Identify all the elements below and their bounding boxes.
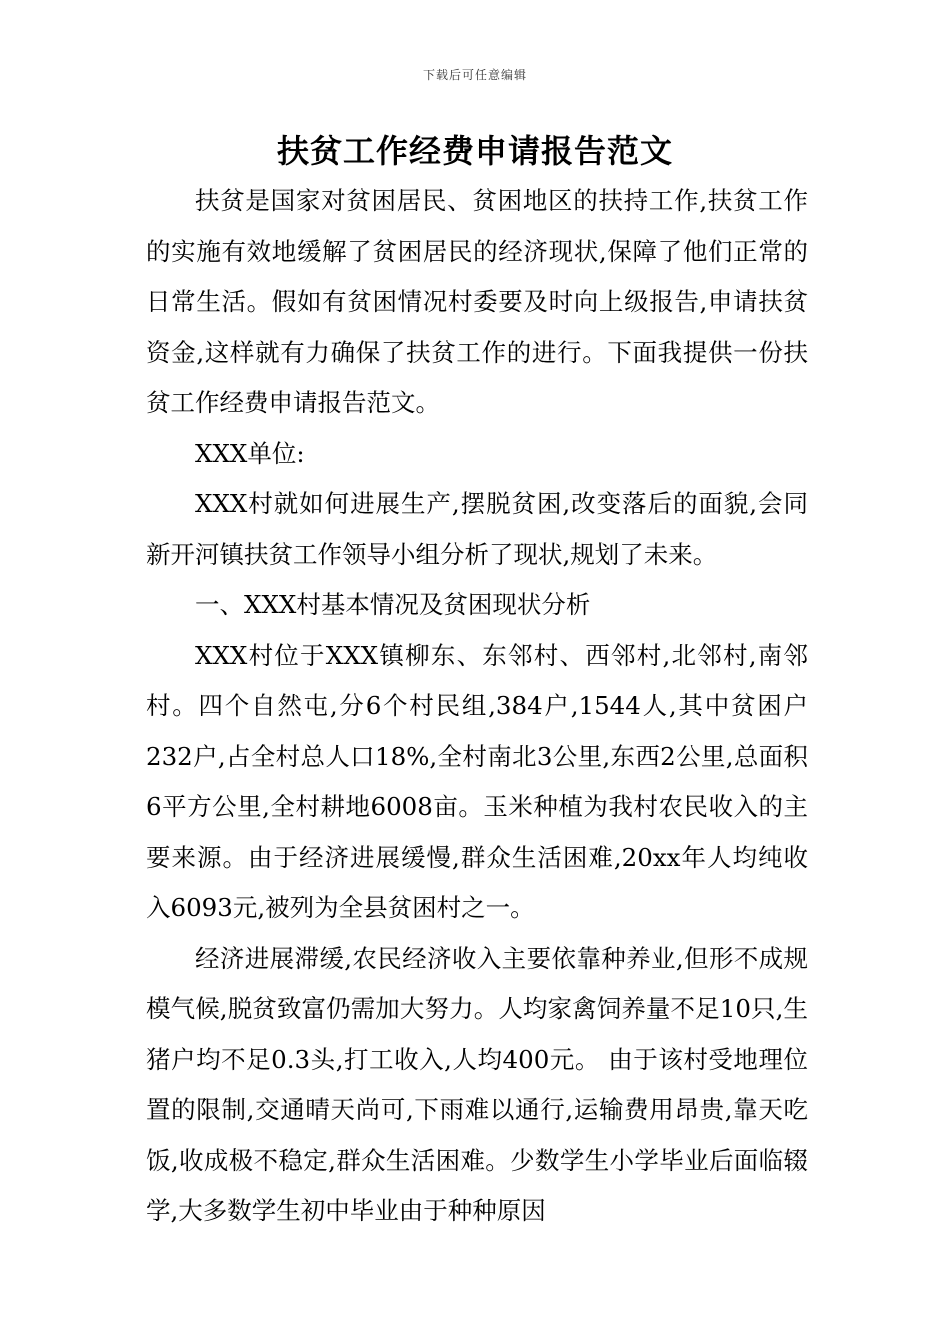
section-heading: 一、XXX村基本情况及贫困现状分析 [195,590,591,619]
paragraph-village-info: XXX村位于XXX镇柳东、东邻村、西邻村,北邻村,南邻村。四个自然屯,分6个村民组,384户,1544人,其中贫困户232户,占全村总人口18%,全村南北3公里,东西2公里,总面积6平方公里,全村耕地6008亩。玉米种植为我村农民收入的主要来源。由于经济进展缓慢,群众生活困难,20xx年人均纯收入6093元,被列为全县贫困村之一。 [146,640,808,922]
document-body [146,176,808,1237]
document-title: 扶贫工作经费申请报告范文 [276,132,673,170]
paragraph-intro: 扶贫是国家对贫困居民、贫困地区的扶持工作,扶贫工作的实施有效地缓解了贫困居民的经济现状,保障了他们正常的日常生活。假如有贫困情况村委要及时向上级报告,申请扶贫资金,这样就有力确保了扶贫工作的进行。下面我提供一份扶贫工作经费申请报告范文。 [146,186,808,417]
paragraph-economy: 经济进展滞缓,农民经济收入主要依靠种养业,但形不成规模气候,脱贫致富仍需加大努力。人均家禽饲养量不足10只,生猪户均不足0.3头,打工收入,人均400元。 由于该村受地理位置的限制,交通晴天尚可,下雨难以通行,运输费用昂贵,靠天吃饭,收成极不稳定,群众生活困难。少数学生小学毕业后面临辍学,大多数学生初中毕业由于种种原因 [146,943,808,1225]
paragraph-salutation: XXX单位: [195,438,305,468]
paragraph-overview: XXX村就如何进展生产,摆脱贫困,改变落后的面貌,会同新开河镇扶贫工作领导小组分析了现状,规划了未来。 [146,489,808,569]
header-note: 下载后可任意编辑 [422,68,527,82]
